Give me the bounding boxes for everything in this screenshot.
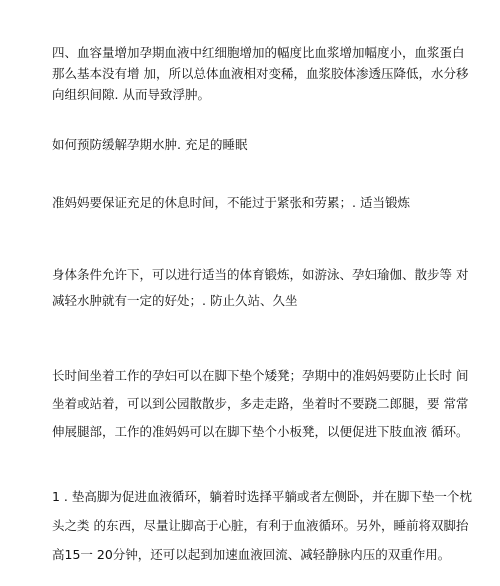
paragraph-prevention-heading xyxy=(52,134,472,155)
text-line: 1 . 垫高脚为促进血液循环，躺着时选择平躺或者左侧卧，并在脚下垫一个枕 xyxy=(52,489,472,504)
text-line: 向组织间隙. 从而导致浮肿。 xyxy=(52,87,210,102)
paragraph-exercise xyxy=(52,262,472,314)
text-line: 身体条件允许下，可以进行适当的体育锻炼，如游泳、孕妇瑜伽、散步等 对 xyxy=(52,267,469,282)
paragraph-avoid-standing xyxy=(52,362,472,446)
text-line: 准妈妈要保证充足的休息时间，不能过于紧张和劳累；. 适当锻炼 xyxy=(52,195,410,210)
text-line: 如何预防缓解孕期水肿. 充足的睡眠 xyxy=(52,137,248,152)
text-line: 坐着或站着，可以到公园散散步，多走走路，坐着时不要跷二郎腿，要 常常 xyxy=(52,396,469,411)
text-line: 四、血容量增加孕期血液中红细胞增加的幅度比血浆增加幅度小，血浆蛋白 xyxy=(52,45,465,60)
text-line: 高15一 20分钟，还可以起到加速血液回流、减轻静脉内压的双重作用。 xyxy=(52,547,451,562)
text-line: 那么基本没有增 加，所以总体血液相对变稀，血浆胶体渗透压降低，水分移 xyxy=(52,66,469,81)
text-line: 头之类 的东西，尽量让脚高于心脏，有利于血液循环。另外，睡前将双脚抬 xyxy=(52,518,469,533)
text-line: 减轻水肿就有一定的好处；. 防止久站、久坐 xyxy=(52,293,298,308)
text-line: 伸展腿部，工作的准妈妈可以在脚下垫个小板凳，以便促进下肢血液 循环。 xyxy=(52,424,469,439)
text-line: 长时间坐着工作的孕妇可以在脚下垫个矮凳；孕期中的准妈妈要防止长时 间 xyxy=(52,368,469,383)
paragraph-elevate-feet xyxy=(52,482,472,569)
paragraph-rest xyxy=(52,192,472,213)
paragraph-blood-volume xyxy=(52,42,472,105)
